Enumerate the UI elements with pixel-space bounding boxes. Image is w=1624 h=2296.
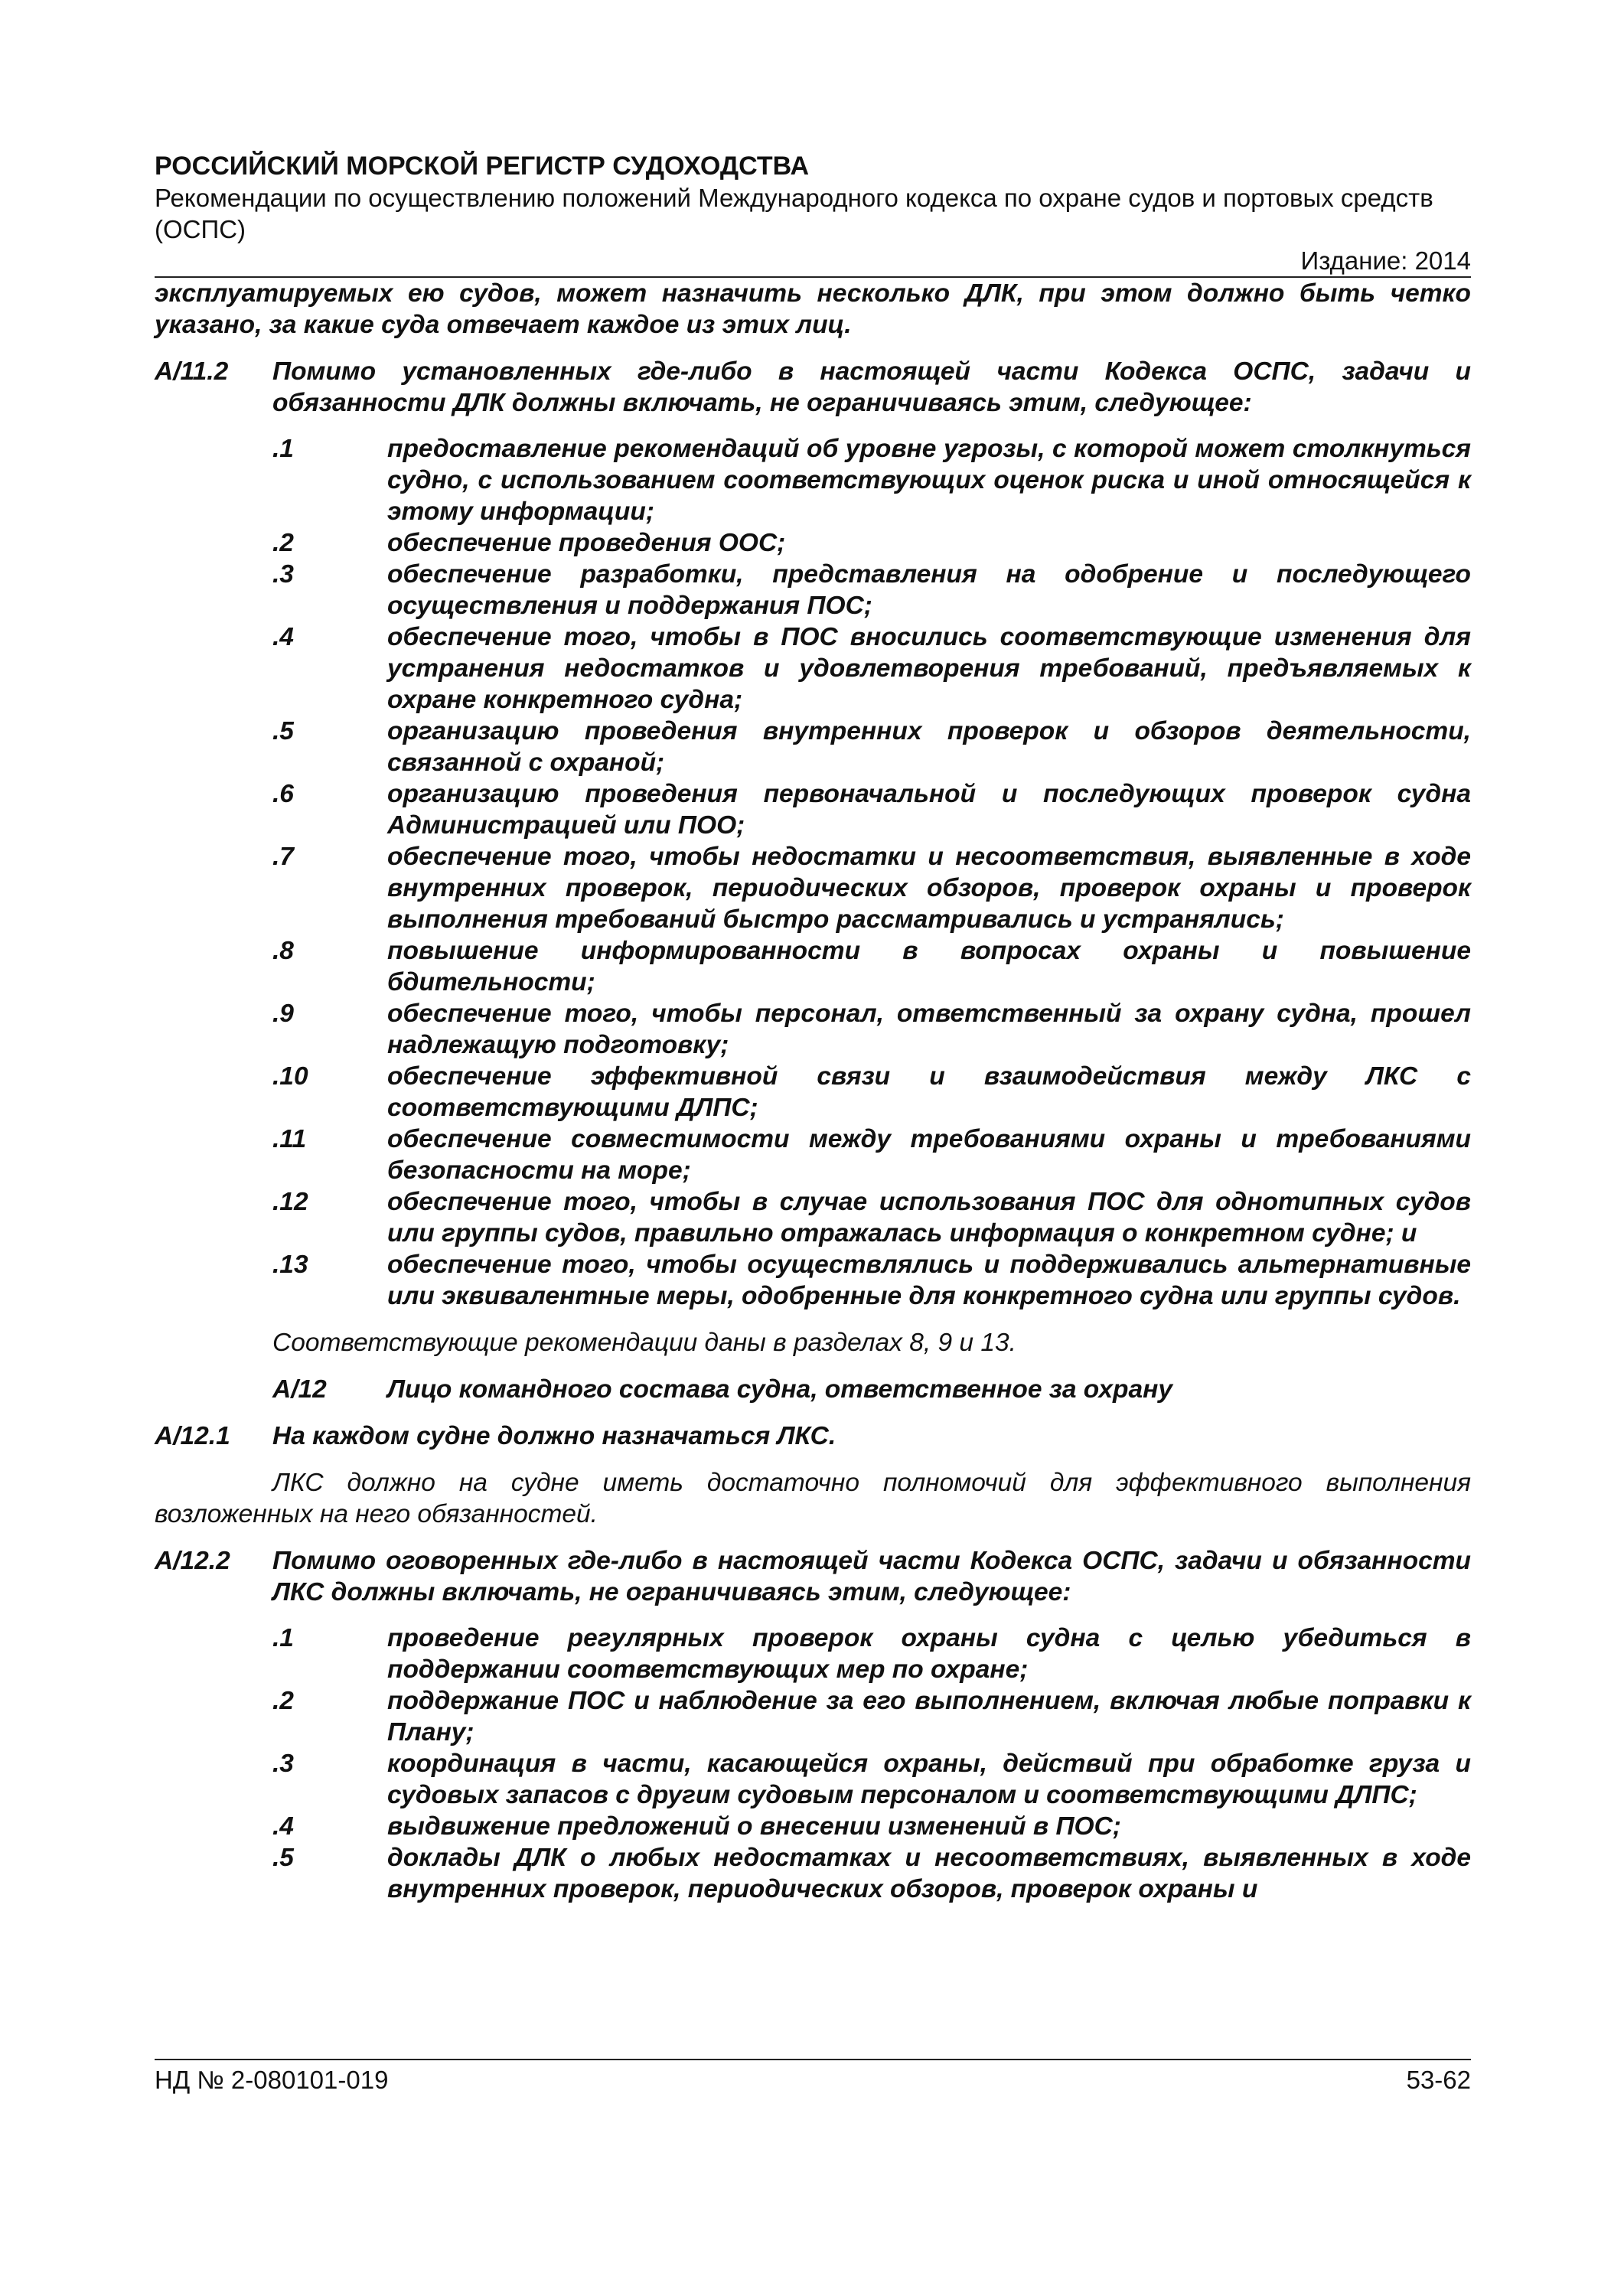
list-item-number: .7 xyxy=(272,843,294,871)
document-page xyxy=(155,150,1471,1905)
list-item-text: обеспечение того, чтобы в ПОС вносились соответствующие изменения для устранения недостатков и удовлетворения требований, предъявляемых к охране конкретного судна; xyxy=(387,623,1471,714)
list-item xyxy=(272,716,1471,778)
list-item-text: организацию проведения внутренних проверок и обзоров деятельности, связанной с охраной; xyxy=(387,717,1471,777)
list-item-text: обеспечение разработки, представления на одобрение и последующего осуществления и поддержания ПОС; xyxy=(387,560,1471,620)
duties-list-a12-2 xyxy=(272,1623,1471,1905)
list-item-text: обеспечение проведения ООС; xyxy=(387,529,786,557)
page-header xyxy=(155,150,1471,276)
list-item-text: проведение регулярных проверок охраны судна с целью убедиться в поддержании соответствующих мер по охране; xyxy=(387,1624,1471,1684)
list-item xyxy=(272,1748,1471,1811)
list-item xyxy=(272,1811,1471,1842)
list-item-text: выдвижение предложений о внесении изменений в ПОС; xyxy=(387,1812,1121,1841)
paragraph-a11-2 xyxy=(155,356,1471,419)
guidance-note: Соответствующие рекомендации даны в разделах 8, 9 и 13. xyxy=(272,1329,1016,1357)
list-item xyxy=(272,527,1471,559)
list-item-number: .9 xyxy=(272,1000,294,1028)
list-item-number: .1 xyxy=(272,435,294,463)
list-item-number: .10 xyxy=(272,1062,308,1091)
list-item-number: .2 xyxy=(272,529,294,557)
section-title: Лицо командного состава судна, ответственное за охрану xyxy=(387,1375,1173,1404)
list-item-text: доклады ДЛК о любых недостатках и несоответствиях, выявленных в ходе внутренних проверок, периодических обзоров, проверок охраны и xyxy=(387,1844,1471,1903)
list-item xyxy=(272,1249,1471,1312)
list-item-text: обеспечение эффективной связи и взаимодействия между ЛКС с соответствующими ДЛПС; xyxy=(387,1062,1471,1122)
paragraph-a12-1 xyxy=(155,1420,1471,1452)
list-item xyxy=(272,1061,1471,1124)
paragraph-number: А/12.2 xyxy=(155,1547,230,1575)
list-item xyxy=(272,778,1471,841)
paragraph-text: Помимо оговоренных где-либо в настоящей части Кодекса ОСПС, задачи и обязанности ЛКС должны включать, не ограничиваясь этим, следующее: xyxy=(272,1547,1471,1606)
list-item-text: обеспечение того, чтобы персонал, ответственный за охрану судна, прошел надлежащую подготовку; xyxy=(387,1000,1471,1059)
paragraph-number: А/12.1 xyxy=(155,1422,230,1450)
list-item-text: предоставление рекомендаций об уровне угрозы, с которой может столкнуться судно, с использованием соответствующих оценок риска и иной относящейся к этому информации; xyxy=(387,435,1471,526)
list-item-number: .11 xyxy=(272,1125,307,1153)
section-number: А/12 xyxy=(272,1375,327,1404)
list-item-text: организацию проведения первоначальной и последующих проверок судна Администрацией или ПОО; xyxy=(387,780,1471,840)
list-item-text: обеспечение того, чтобы в случае использования ПОС для однотипных судов или группы судов, правильно отражалась информация о конкретном судне; и xyxy=(387,1188,1471,1247)
document-subtitle: Рекомендации по осуществлению положений Международного кодекса по охране судов и портовых средств (ОСПС) xyxy=(155,184,1433,243)
organization-title: РОССИЙСКИЙ МОРСКОЙ РЕГИСТР СУДОХОДСТВА xyxy=(155,152,809,181)
page-footer xyxy=(155,2059,1471,2095)
list-item xyxy=(272,1186,1471,1249)
duties-list-a11-2 xyxy=(272,433,1471,1312)
paragraph-text: На каждом судне должно назначаться ЛКС. xyxy=(272,1422,836,1450)
continuation-paragraph: эксплуатируемых ею судов, может назначить несколько ДЛК, при этом должно быть четко указано, за какие суда отвечает каждое из этих лиц. xyxy=(155,279,1471,339)
list-item-number: .3 xyxy=(272,1750,294,1778)
list-item xyxy=(272,935,1471,998)
list-item-number: .2 xyxy=(272,1687,294,1715)
list-item xyxy=(272,1124,1471,1186)
list-item-text: поддержание ПОС и наблюдение за его выполнением, включая любые поправки к Плану; xyxy=(387,1687,1471,1746)
list-item-text: обеспечение совместимости между требованиями охраны и требованиями безопасности на море; xyxy=(387,1125,1471,1185)
page-number: 53-62 xyxy=(1406,2066,1471,2094)
list-item xyxy=(272,1623,1471,1685)
list-item xyxy=(272,1842,1471,1905)
list-item-number: .6 xyxy=(272,780,294,808)
list-item-text: координация в части, касающейся охраны, действий при обработке груза и судовых запасов с другим судовым персоналом и соответствующими ДЛПС; xyxy=(387,1750,1471,1809)
edition-label: Издание: 2014 xyxy=(1300,246,1471,275)
list-item-number: .8 xyxy=(272,937,294,965)
paragraph-a12-2 xyxy=(155,1545,1471,1608)
list-item-number: .1 xyxy=(272,1624,294,1652)
list-item-text: повышение информированности в вопросах охраны и повышение бдительности; xyxy=(387,937,1471,996)
list-item xyxy=(272,433,1471,527)
list-item xyxy=(272,841,1471,935)
list-item-number: .13 xyxy=(272,1251,308,1279)
list-item-number: .4 xyxy=(272,1812,294,1841)
list-item-number: .3 xyxy=(272,560,294,589)
paragraph-number: А/11.2 xyxy=(155,357,229,386)
list-item-number: .5 xyxy=(272,1844,294,1872)
list-item-text: обеспечение того, чтобы недостатки и несоответствия, выявленные в ходе внутренних проверок, периодических обзоров, проверок охраны и проверок выполнения требований быстро рассматривались и устранялись; xyxy=(387,843,1471,934)
list-item xyxy=(272,559,1471,621)
list-item xyxy=(272,998,1471,1061)
list-item-number: .4 xyxy=(272,623,294,651)
section-heading-a12 xyxy=(272,1374,1471,1405)
list-item xyxy=(272,1685,1471,1748)
list-item-text: обеспечение того, чтобы осуществлялись и поддерживались альтернативные или эквивалентные меры, одобренные для конкретного судна или группы судов. xyxy=(387,1251,1471,1310)
document-number: НД № 2-080101-019 xyxy=(155,2066,389,2094)
list-item xyxy=(272,621,1471,716)
guidance-note: ЛКС должно на судне иметь достаточно полномочий для эффективного выполнения возложенных на него обязанностей. xyxy=(155,1469,1471,1528)
list-item-number: .5 xyxy=(272,717,294,745)
paragraph-text: Помимо установленных где-либо в настоящей части Кодекса ОСПС, задачи и обязанности ДЛК должны включать, не ограничиваясь этим, следующее: xyxy=(272,357,1471,417)
list-item-number: .12 xyxy=(272,1188,308,1216)
